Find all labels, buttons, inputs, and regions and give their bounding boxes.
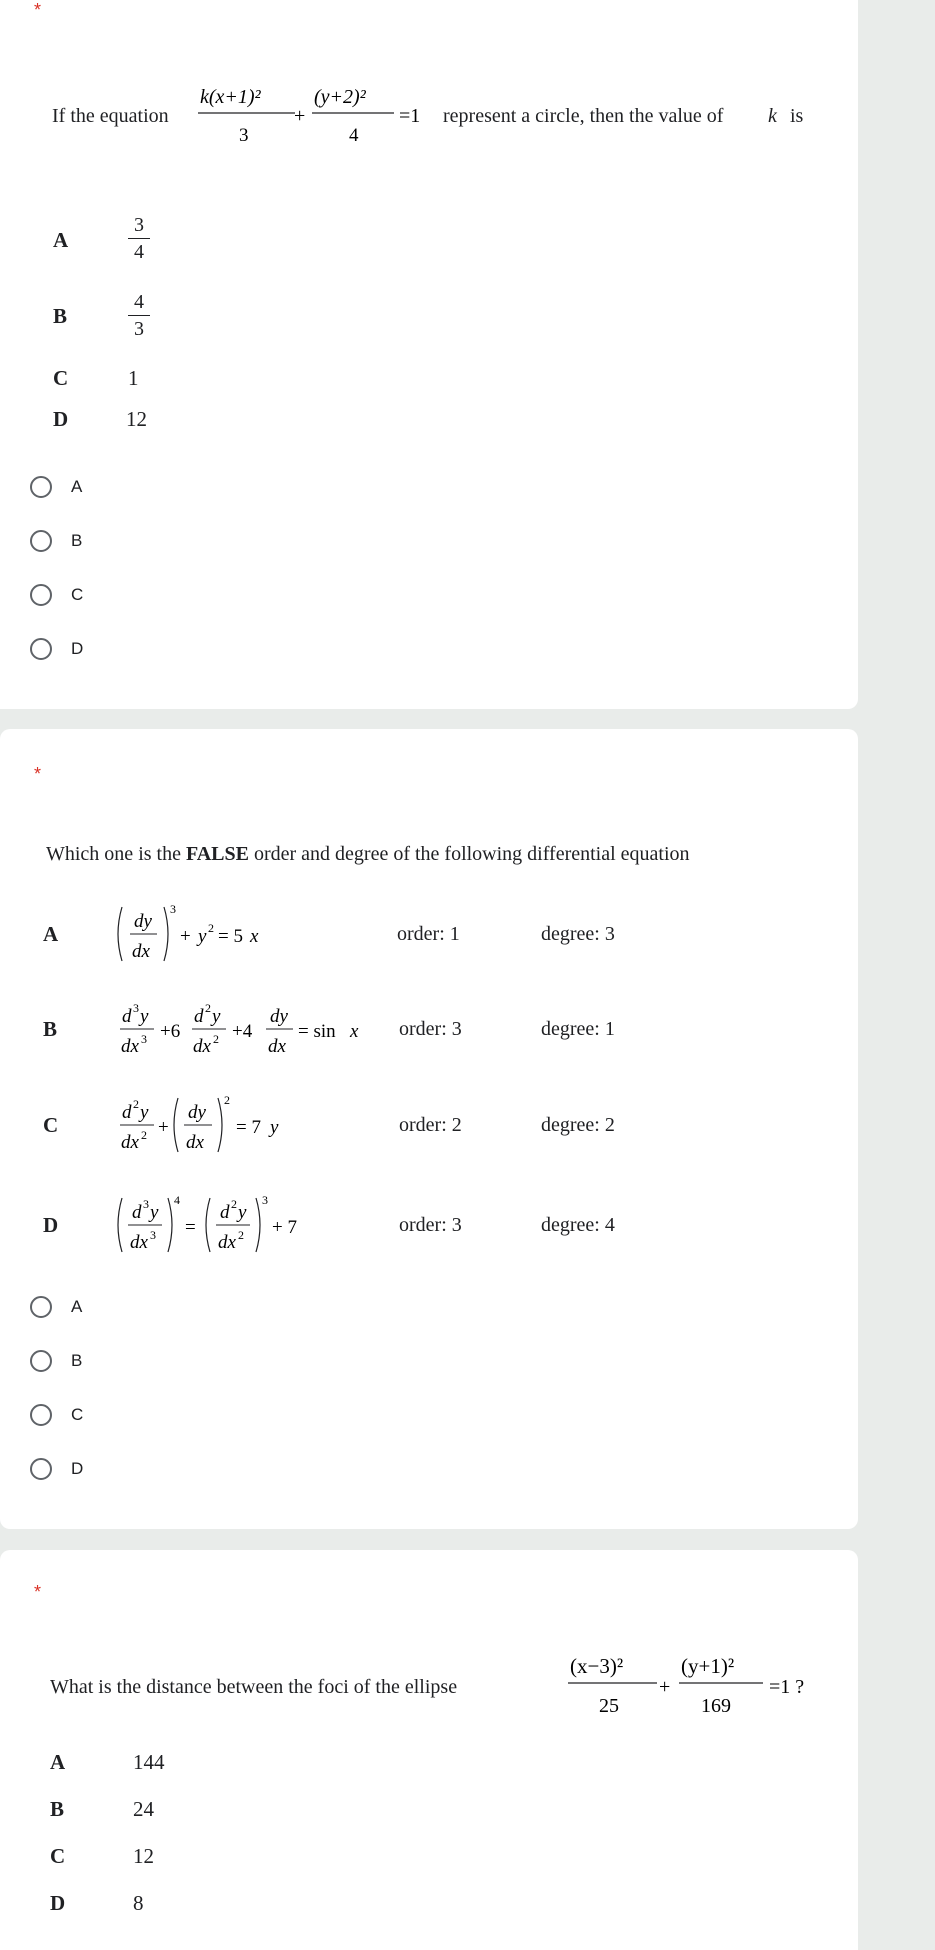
question-text: What is the distance between the foci of the ellipse — [50, 1676, 458, 1698]
equation-rhs: =1 — [399, 105, 421, 127]
option-c-degree: degree: 2 — [541, 1114, 615, 1136]
equation-d — [112, 1190, 342, 1260]
question-card-2 — [0, 729, 858, 1529]
option-label-b: B — [43, 1017, 58, 1041]
svg-text:dx: dx — [268, 1036, 286, 1057]
svg-text:y: y — [198, 926, 207, 947]
required-asterisk: * — [34, 0, 42, 20]
radio-option-c[interactable]: C — [30, 580, 83, 610]
svg-text:+4: +4 — [232, 1021, 253, 1042]
svg-text:2: 2 — [231, 1197, 237, 1211]
radio-circle[interactable] — [30, 1458, 52, 1480]
option-a-order: order: 1 — [397, 923, 460, 945]
svg-text:= sin: = sin — [298, 1021, 336, 1042]
svg-text:4: 4 — [174, 1193, 180, 1207]
radio-option-a[interactable]: A — [30, 472, 82, 502]
radio-circle[interactable] — [30, 1404, 52, 1426]
radio-circle[interactable] — [30, 584, 52, 606]
svg-text:y: y — [212, 1006, 221, 1027]
svg-text:d: d — [122, 1006, 132, 1027]
radio-option-d[interactable]: D — [30, 634, 83, 664]
equation-a — [112, 899, 292, 969]
svg-text:2: 2 — [208, 921, 214, 935]
denominator-2: 169 — [701, 1695, 731, 1717]
svg-text:+ 7: + 7 — [272, 1217, 297, 1238]
svg-text:d: d — [132, 1202, 142, 1223]
option-b-value: 24 — [133, 1797, 154, 1821]
svg-text:3: 3 — [141, 1032, 147, 1046]
option-a-value: 144 — [133, 1750, 165, 1774]
svg-text:y: y — [140, 1102, 149, 1123]
svg-text:x: x — [350, 1021, 359, 1042]
svg-text:dx: dx — [132, 941, 150, 962]
option-c-value: 1 — [128, 366, 139, 390]
option-d-order: order: 3 — [399, 1214, 462, 1236]
equation-numerator-1: k(x+1)² — [200, 86, 261, 108]
option-label-c: C — [43, 1113, 59, 1137]
option-label-c: C — [50, 1844, 66, 1868]
equation-b — [112, 994, 402, 1064]
radio-option-c[interactable]: C — [30, 1400, 83, 1430]
option-label-d: D — [50, 1891, 66, 1915]
equation-rhs: =1 ? — [769, 1676, 805, 1698]
option-b-order: order: 3 — [399, 1018, 462, 1040]
option-b-degree: degree: 1 — [541, 1018, 615, 1040]
radio-option-b[interactable]: B — [30, 1346, 82, 1376]
svg-text:dx: dx — [121, 1132, 139, 1153]
option-label-d: D — [53, 407, 69, 431]
radio-option-b[interactable]: B — [30, 526, 82, 556]
svg-text:3: 3 — [262, 1193, 268, 1207]
option-label-b: B — [50, 1797, 65, 1821]
svg-text:2: 2 — [213, 1032, 219, 1046]
equation-numerator-2: (y+2)² — [314, 86, 366, 108]
svg-text:=: = — [185, 1217, 196, 1238]
numerator-1: (x−3)² — [570, 1654, 624, 1678]
svg-text:y: y — [140, 1006, 149, 1027]
svg-text:3: 3 — [133, 1001, 139, 1015]
svg-text:dx: dx — [186, 1132, 204, 1153]
svg-text:2: 2 — [133, 1097, 139, 1111]
svg-text:x: x — [250, 926, 259, 947]
svg-text:dy: dy — [188, 1102, 206, 1123]
svg-text:dy: dy — [270, 1006, 288, 1027]
svg-text:+: + — [659, 1676, 671, 1698]
option-a-degree: degree: 3 — [541, 923, 615, 945]
svg-text:d: d — [122, 1102, 132, 1123]
svg-text:= 7: = 7 — [236, 1117, 261, 1138]
svg-text:+: + — [180, 926, 191, 947]
svg-text:+6: +6 — [160, 1021, 181, 1042]
option-d-degree: degree: 4 — [541, 1214, 615, 1236]
equation-denominator-1: 3 — [239, 125, 249, 146]
radio-circle[interactable] — [30, 530, 52, 552]
option-d-value: 12 — [126, 407, 147, 431]
option-label-c: C — [53, 366, 69, 390]
svg-text:2: 2 — [205, 1001, 211, 1015]
radio-circle[interactable] — [30, 638, 52, 660]
svg-text:d: d — [194, 1006, 204, 1027]
circle-equation — [180, 70, 440, 150]
svg-text:2: 2 — [238, 1228, 244, 1242]
svg-text:dx: dx — [121, 1036, 139, 1057]
radio-circle[interactable] — [30, 476, 52, 498]
option-label-d: D — [43, 1213, 59, 1237]
radio-circle[interactable] — [30, 1350, 52, 1372]
svg-text:dy: dy — [134, 911, 152, 932]
svg-text:= 5: = 5 — [218, 926, 243, 947]
equation-c — [112, 1090, 312, 1160]
option-b-fraction: 4 3 — [128, 289, 150, 342]
svg-text:3: 3 — [170, 902, 176, 916]
svg-text:y: y — [150, 1202, 159, 1223]
svg-text:dx: dx — [193, 1036, 211, 1057]
option-label-a: A — [50, 1750, 66, 1774]
equation-denominator-2: 4 — [349, 125, 359, 146]
svg-text:dx: dx — [130, 1232, 148, 1253]
option-a-fraction: 3 4 — [128, 212, 150, 265]
option-d-value: 8 — [133, 1891, 144, 1915]
svg-text:y: y — [238, 1202, 247, 1223]
svg-text:d: d — [220, 1202, 230, 1223]
svg-text:dx: dx — [218, 1232, 236, 1253]
radio-circle[interactable] — [30, 1296, 52, 1318]
svg-text:y: y — [270, 1117, 279, 1138]
question-text: Which one is the FALSE order and degree of the following differential equation — [46, 843, 690, 865]
svg-text:3: 3 — [150, 1228, 156, 1242]
svg-text:+: + — [158, 1117, 169, 1138]
required-asterisk: * — [34, 764, 42, 784]
radio-option-a[interactable]: A — [30, 1292, 82, 1322]
svg-text:3: 3 — [143, 1197, 149, 1211]
denominator-1: 25 — [599, 1695, 619, 1717]
ellipse-equation — [565, 1640, 835, 1720]
option-c-order: order: 2 — [399, 1114, 462, 1136]
option-label-a: A — [53, 228, 69, 252]
option-label-b: B — [53, 304, 68, 328]
svg-text:2: 2 — [224, 1093, 230, 1107]
question-card-1: * If the equation k(x+1)² 3 + (y+2)² 4 =1 represent a circle, then the value of k is A 3 4 B 4 3 C 1 D 12 A B C D — [0, 0, 858, 709]
required-asterisk: * — [34, 1582, 42, 1602]
svg-text:+: + — [294, 105, 306, 127]
option-label-a: A — [43, 922, 59, 946]
svg-text:2: 2 — [141, 1128, 147, 1142]
radio-option-d[interactable]: D — [30, 1454, 83, 1484]
numerator-2: (y+1)² — [681, 1654, 735, 1678]
option-c-value: 12 — [133, 1844, 154, 1868]
question-card-3 — [0, 1550, 858, 1950]
